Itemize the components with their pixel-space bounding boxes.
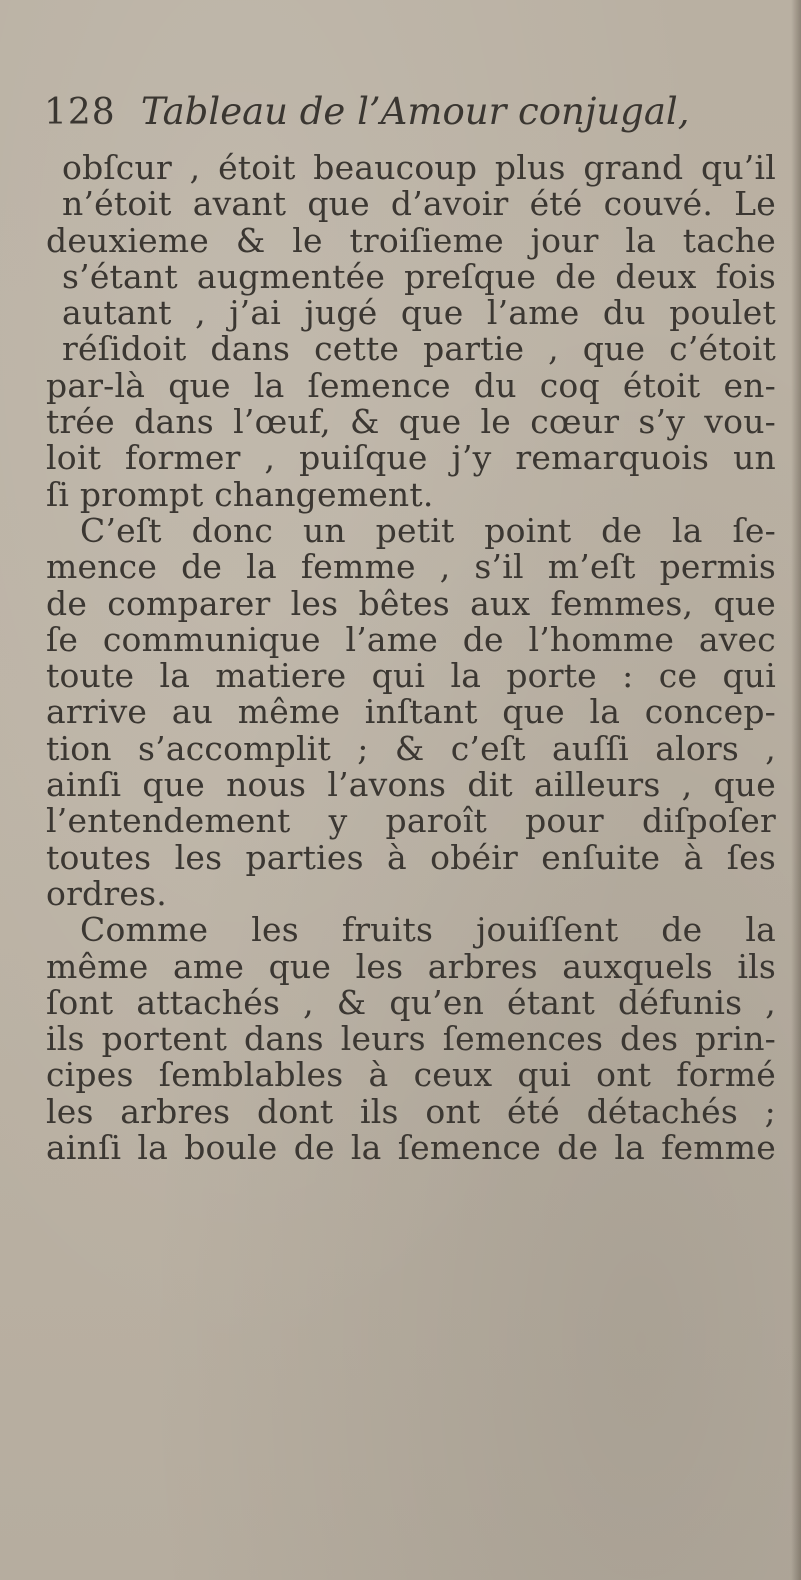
text-line: ordres. — [46, 873, 167, 913]
text-line: n’étoit avant que d’avoir été couvé. Le — [62, 184, 776, 224]
page-edge-shadow — [791, 0, 801, 1580]
text-line: ils portent dans leurs ſemences des prin- — [46, 1019, 776, 1059]
text-line: cipes ſemblables à ceux qui ont formé — [46, 1055, 776, 1095]
text-line: ainſi que nous l’avons dit ailleurs , que — [46, 765, 776, 805]
text-line: l’entendement y paroît pour diſpoſer — [46, 801, 776, 841]
text-line: de comparer les bêtes aux femmes, que — [46, 583, 776, 623]
text-line: tion s’accomplit ; & c’eſt auſſi alors , — [46, 728, 776, 768]
text-line: arrive au même inſtant que la concep- — [46, 692, 776, 732]
text-line: ſe communique l’ame de l’homme avec — [46, 619, 776, 659]
paragraph-start-line: Comme les fruits jouiſſent de la — [80, 910, 776, 950]
text-line: toute la matiere qui la porte : ce qui — [46, 656, 776, 696]
page-number: 128 — [44, 92, 116, 133]
text-line: deuxieme & le troiſieme jour la tache — [46, 220, 776, 260]
text-line: obſcur , étoit beaucoup plus grand qu’il — [62, 148, 776, 187]
text-line: loit former , puiſque j’y remarquois un — [46, 438, 776, 478]
text-line: ainſi la boule de la ſemence de la femme — [46, 1128, 776, 1168]
text-line: même ame que les arbres auxquels ils — [46, 946, 776, 986]
text-line: toutes les parties à obéir enſuite à ſes — [46, 837, 776, 877]
text-line: trée dans l’œuf, & que le cœur s’y vou- — [46, 402, 776, 442]
text-line: par-là que la ſemence du coq étoit en- — [46, 365, 776, 405]
text-line: s’étant augmentée preſque de deux fois — [62, 256, 776, 296]
text-line: mence de la femme , s’il m’eſt permis — [46, 547, 776, 587]
text-line: ſont attachés , & qu’en étant défunis , — [46, 982, 776, 1022]
text-line: autant , j’ai jugé que l’ame du poulet — [62, 293, 776, 333]
body-text — [46, 150, 776, 1166]
paragraph-start-line: C’eſt donc un petit point de la ſe- — [80, 510, 776, 550]
running-title: Tableau de l’Amour conjugal, — [140, 90, 690, 133]
text-line: les arbres dont ils ont été détachés ; — [46, 1091, 776, 1131]
text-line: réſidoit dans cette partie , que c’étoit — [62, 329, 776, 369]
page-header — [44, 90, 690, 142]
text-line: ſi prompt changement. — [46, 474, 434, 514]
